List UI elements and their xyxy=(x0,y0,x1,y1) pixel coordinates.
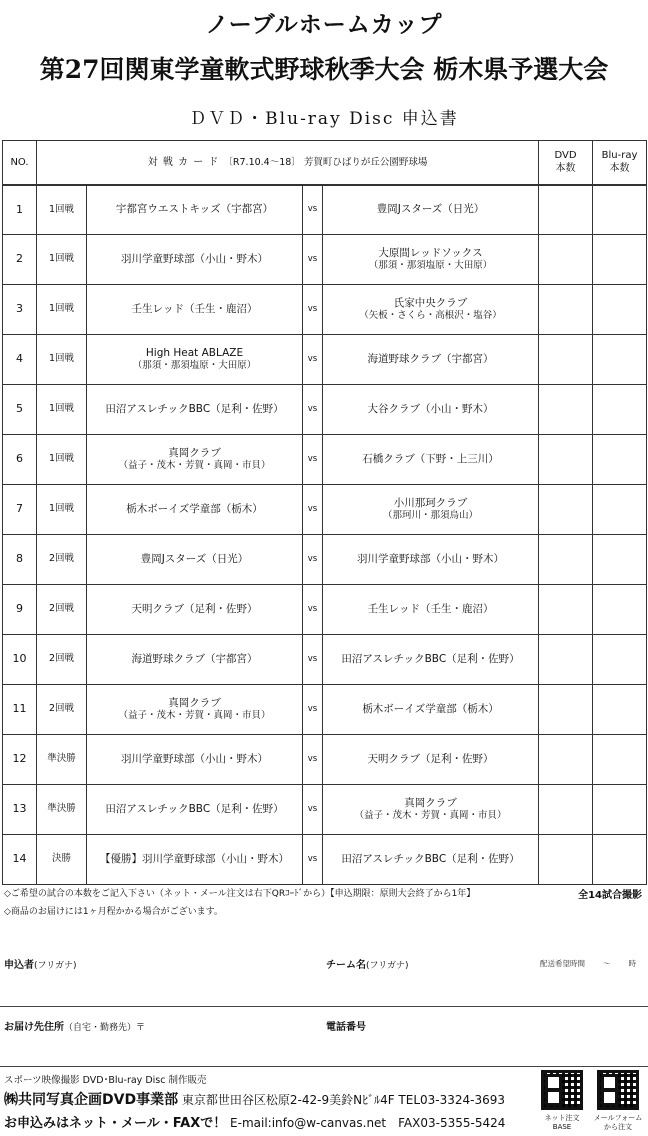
match-round: 2回戦 xyxy=(37,635,87,685)
away-team-name: 田沼アスレチックBBC（足利・佐野） xyxy=(341,652,520,665)
header-bluray-qty: Blu-ray 本数 xyxy=(593,141,647,185)
away-team-name: 大原間レッドソックス xyxy=(378,246,483,259)
home-team-name: 羽川学童野球部（小山・野木） xyxy=(121,252,268,265)
match-no: 11 xyxy=(3,685,37,735)
away-team xyxy=(323,485,539,535)
home-team xyxy=(87,285,303,335)
table-row xyxy=(3,585,647,635)
header-dvd-qty: DVD 本数 xyxy=(539,141,593,185)
home-team-name: 【優勝】羽川学童野球部（小山・野木） xyxy=(100,852,289,865)
home-team-area: （益子・茂木・芳賀・真岡・市貝） xyxy=(118,710,271,722)
contact-info[interactable]: E-mail:info@w-canvas.net FAX03-5355-5424 xyxy=(230,1116,506,1130)
footer-divider xyxy=(0,1066,648,1067)
table-row xyxy=(3,385,647,435)
home-team xyxy=(87,185,303,235)
away-team-area: （益子・茂木・芳賀・真岡・市貝） xyxy=(354,810,507,822)
home-team-name: 宇都宮ウエストキッズ（宇都宮） xyxy=(115,202,274,215)
note-quantity: ◇ご希望の試合の本数をご記入下さい（ネット・メール注文は右下QRｺｰﾄﾞから）【申込期限：原則大会終了から1年】 xyxy=(4,889,476,899)
dvd-qty-input[interactable] xyxy=(539,685,593,735)
home-team xyxy=(87,835,303,885)
table-row xyxy=(3,435,647,485)
bluray-qty-input[interactable] xyxy=(593,435,647,485)
team-name-furigana: (フリガナ) xyxy=(366,961,409,971)
home-team-name: 海道野球クラブ（宇都宮） xyxy=(131,652,258,665)
table-header-row xyxy=(3,141,647,185)
away-team xyxy=(323,585,539,635)
match-no: 13 xyxy=(3,785,37,835)
home-team xyxy=(87,485,303,535)
away-team-name: 石橋クラブ（下野・上三川） xyxy=(362,452,499,465)
vs-label: vs xyxy=(303,285,323,335)
vs-label: vs xyxy=(303,585,323,635)
table-row xyxy=(3,535,647,585)
table-row xyxy=(3,685,647,735)
vs-label: vs xyxy=(303,235,323,285)
bluray-qty-input[interactable] xyxy=(593,385,647,435)
home-team-name: 田沼アスレチックBBC（足利・佐野） xyxy=(105,402,284,415)
match-order-table xyxy=(2,140,647,885)
order-lead: お申込みはネット・メール・FAXで！ xyxy=(4,1116,227,1131)
away-team-name: 羽川学童野球部（小山・野木） xyxy=(357,552,505,565)
team-name-field[interactable] xyxy=(326,956,409,971)
away-team-name: 真岡クラブ xyxy=(404,796,457,809)
delivery-time-label: 配送希望時間 xyxy=(540,959,585,968)
match-round: 1回戦 xyxy=(37,385,87,435)
vs-label: vs xyxy=(303,385,323,435)
event-sponsor-title: ノーブルホームカップ xyxy=(205,11,443,38)
dvd-qty-input[interactable] xyxy=(539,535,593,585)
away-team-name: 海道野球クラブ（宇都宮） xyxy=(367,352,494,365)
match-no: 5 xyxy=(3,385,37,435)
delivery-time-range: 〜 xyxy=(603,959,611,968)
away-team-name: 天明クラブ（足利・佐野） xyxy=(367,752,494,765)
table-row xyxy=(3,185,647,235)
address-note: （自宅・勤務先）〒 xyxy=(64,1023,146,1033)
away-team xyxy=(323,435,539,485)
vs-label: vs xyxy=(303,435,323,485)
match-no: 14 xyxy=(3,835,37,885)
dvd-qty-input[interactable] xyxy=(539,185,593,235)
form-title: ＤＶＤ・Blu-ray Disc 申込書 xyxy=(189,109,459,129)
away-team xyxy=(323,735,539,785)
match-no: 7 xyxy=(3,485,37,535)
match-no: 9 xyxy=(3,585,37,635)
bluray-qty-input[interactable] xyxy=(593,735,647,785)
team-name-label: チーム名 xyxy=(326,960,366,971)
match-no: 4 xyxy=(3,335,37,385)
bluray-qty-input[interactable] xyxy=(593,585,647,635)
dvd-qty-input[interactable] xyxy=(539,635,593,685)
table-row xyxy=(3,335,647,385)
match-no: 6 xyxy=(3,435,37,485)
home-team xyxy=(87,685,303,735)
dvd-qty-input[interactable] xyxy=(539,585,593,635)
vs-label: vs xyxy=(303,485,323,535)
dvd-qty-input[interactable] xyxy=(539,285,593,335)
phone-field[interactable] xyxy=(326,1018,366,1033)
match-no: 3 xyxy=(3,285,37,335)
away-team xyxy=(323,785,539,835)
dvd-qty-input[interactable] xyxy=(539,335,593,385)
address-field[interactable] xyxy=(4,1018,145,1033)
match-round: 準決勝 xyxy=(37,735,87,785)
mail-order-sublabel: から注文 xyxy=(604,1122,632,1131)
home-team-name: 真岡クラブ xyxy=(168,446,221,459)
home-team xyxy=(87,385,303,435)
bluray-qty-input[interactable] xyxy=(593,185,647,235)
away-team-area: （矢板・さくら・高根沢・塩谷） xyxy=(359,310,502,322)
match-no: 10 xyxy=(3,635,37,685)
bluray-qty-input[interactable] xyxy=(593,235,647,285)
bluray-qty-input[interactable] xyxy=(593,685,647,735)
dvd-qty-input[interactable] xyxy=(539,735,593,785)
table-row xyxy=(3,235,647,285)
dvd-qty-input[interactable] xyxy=(539,435,593,485)
vs-label: vs xyxy=(303,535,323,585)
away-team xyxy=(323,285,539,335)
match-round: 2回戦 xyxy=(37,685,87,735)
match-no: 12 xyxy=(3,735,37,785)
away-team xyxy=(323,835,539,885)
home-team-name: High Heat ABLAZE xyxy=(145,346,244,359)
bluray-qty-input[interactable] xyxy=(593,785,647,835)
home-team-name: 豊岡Jスターズ（日光） xyxy=(140,552,249,565)
footer-contact xyxy=(4,1112,505,1131)
table-row xyxy=(3,635,647,685)
vs-label: vs xyxy=(303,335,323,385)
net-order-qr-icon[interactable] xyxy=(541,1070,583,1110)
home-team xyxy=(87,585,303,635)
company-name: ㈱共同写真企画DVD事業部 xyxy=(4,1092,179,1108)
home-team xyxy=(87,435,303,485)
event-title: 第27回関東学童軟式野球秋季大会 栃木県予選大会 xyxy=(39,55,609,84)
header-no: NO. xyxy=(3,141,37,185)
mail-order-label: メールフォーム xyxy=(593,1114,643,1122)
header-match-card xyxy=(37,141,539,185)
footer-service: スポーツ映像撮影 DVD･Blu-ray Disc 制作販売 xyxy=(4,1075,207,1086)
home-team-area: （益子・茂木・芳賀・真岡・市貝） xyxy=(118,460,271,472)
header-period-venue: 〔R7.10.4〜18〕 芳賀町ひばりが丘公園野球場 xyxy=(223,156,428,168)
match-round: 1回戦 xyxy=(37,235,87,285)
match-no: 2 xyxy=(3,235,37,285)
company-address: 東京都世田谷区松原2-42-9美鈴Nﾋﾞﾙ4F TEL03-3324-3693 xyxy=(181,1093,506,1107)
mail-order-qr-label xyxy=(588,1114,648,1132)
match-round: 1回戦 xyxy=(37,435,87,485)
home-team xyxy=(87,235,303,285)
total-games: 全14試合撮影 xyxy=(578,890,642,901)
delivery-time-unit: 時 xyxy=(628,959,636,968)
away-team-area: （那須・那須塩原・大田原） xyxy=(368,260,493,272)
away-team xyxy=(323,185,539,235)
home-team xyxy=(87,785,303,835)
away-team-name: 壬生レッド（壬生・鹿沼） xyxy=(367,602,494,615)
vs-label: vs xyxy=(303,835,323,885)
away-team xyxy=(323,235,539,285)
dvd-qty-input[interactable] xyxy=(539,485,593,535)
vs-label: vs xyxy=(303,785,323,835)
net-order-label: ネット注文 xyxy=(544,1114,580,1122)
dvd-qty-input[interactable] xyxy=(539,785,593,835)
match-round: 決勝 xyxy=(37,835,87,885)
applicant-label: 申込者 xyxy=(4,960,34,971)
vs-label: vs xyxy=(303,685,323,735)
away-team-name: 田沼アスレチックBBC（足利・佐野） xyxy=(341,852,520,865)
bluray-qty-input[interactable] xyxy=(593,485,647,535)
bluray-qty-input[interactable] xyxy=(593,535,647,585)
match-round: 1回戦 xyxy=(37,335,87,385)
table-row xyxy=(3,285,647,335)
phone-label: 電話番号 xyxy=(326,1022,366,1033)
away-team-name: 栃木ボーイズ学童部（栃木） xyxy=(362,702,499,715)
dvd-qty-input[interactable] xyxy=(539,235,593,285)
table-row xyxy=(3,785,647,835)
table-row xyxy=(3,735,647,785)
match-round: 1回戦 xyxy=(37,485,87,535)
match-round: 準決勝 xyxy=(37,785,87,835)
dvd-qty-input[interactable] xyxy=(539,385,593,435)
home-team xyxy=(87,335,303,385)
note-delivery: ◇商品のお届けには1ヶ月程かかる場合がございます。 xyxy=(4,907,223,917)
net-order-qr-label xyxy=(532,1114,592,1132)
match-round: 1回戦 xyxy=(37,185,87,235)
table-row xyxy=(3,485,647,535)
delivery-time-field[interactable] xyxy=(540,958,636,969)
bluray-qty-input[interactable] xyxy=(593,285,647,335)
home-team-name: 栃木ボーイズ学童部（栃木） xyxy=(126,502,263,515)
match-round: 2回戦 xyxy=(37,585,87,635)
away-team xyxy=(323,385,539,435)
away-team xyxy=(323,635,539,685)
form-divider xyxy=(0,1006,648,1007)
bluray-qty-input[interactable] xyxy=(593,635,647,685)
bluray-qty-input[interactable] xyxy=(593,835,647,885)
applicant-furigana: (フリガナ) xyxy=(34,961,77,971)
dvd-qty-input[interactable] xyxy=(539,835,593,885)
match-no: 1 xyxy=(3,185,37,235)
footer-company xyxy=(4,1089,505,1109)
vs-label: vs xyxy=(303,185,323,235)
away-team-area: （那珂川・那須烏山） xyxy=(383,510,479,522)
net-order-sublabel: BASE xyxy=(552,1122,572,1131)
home-team-area: （那須・那須塩原・大田原） xyxy=(132,360,257,372)
match-no: 8 xyxy=(3,535,37,585)
vs-label: vs xyxy=(303,735,323,785)
applicant-field[interactable] xyxy=(4,956,77,971)
header-match-card-label: 対 戦 カ ー ド xyxy=(147,156,220,168)
match-round: 2回戦 xyxy=(37,535,87,585)
home-team-name: 天明クラブ（足利・佐野） xyxy=(131,602,258,615)
home-team xyxy=(87,635,303,685)
mail-order-qr-icon[interactable] xyxy=(597,1070,639,1110)
home-team-name: 田沼アスレチックBBC（足利・佐野） xyxy=(105,802,284,815)
home-team-name: 壬生レッド（壬生・鹿沼） xyxy=(131,302,258,315)
table-row xyxy=(3,835,647,885)
home-team-name: 羽川学童野球部（小山・野木） xyxy=(121,752,268,765)
away-team-name: 氏家中央クラブ xyxy=(393,296,468,309)
home-team xyxy=(87,535,303,585)
away-team xyxy=(323,685,539,735)
home-team xyxy=(87,735,303,785)
away-team-name: 大谷クラブ（小山・野木） xyxy=(367,402,494,415)
home-team-name: 真岡クラブ xyxy=(168,696,221,709)
bluray-qty-input[interactable] xyxy=(593,335,647,385)
away-team xyxy=(323,335,539,385)
away-team-name: 豊岡Jスターズ（日光） xyxy=(376,202,485,215)
match-round: 1回戦 xyxy=(37,285,87,335)
address-label: お届け先住所 xyxy=(4,1022,64,1033)
away-team-name: 小川那珂クラブ xyxy=(393,496,468,509)
away-team xyxy=(323,535,539,585)
vs-label: vs xyxy=(303,635,323,685)
